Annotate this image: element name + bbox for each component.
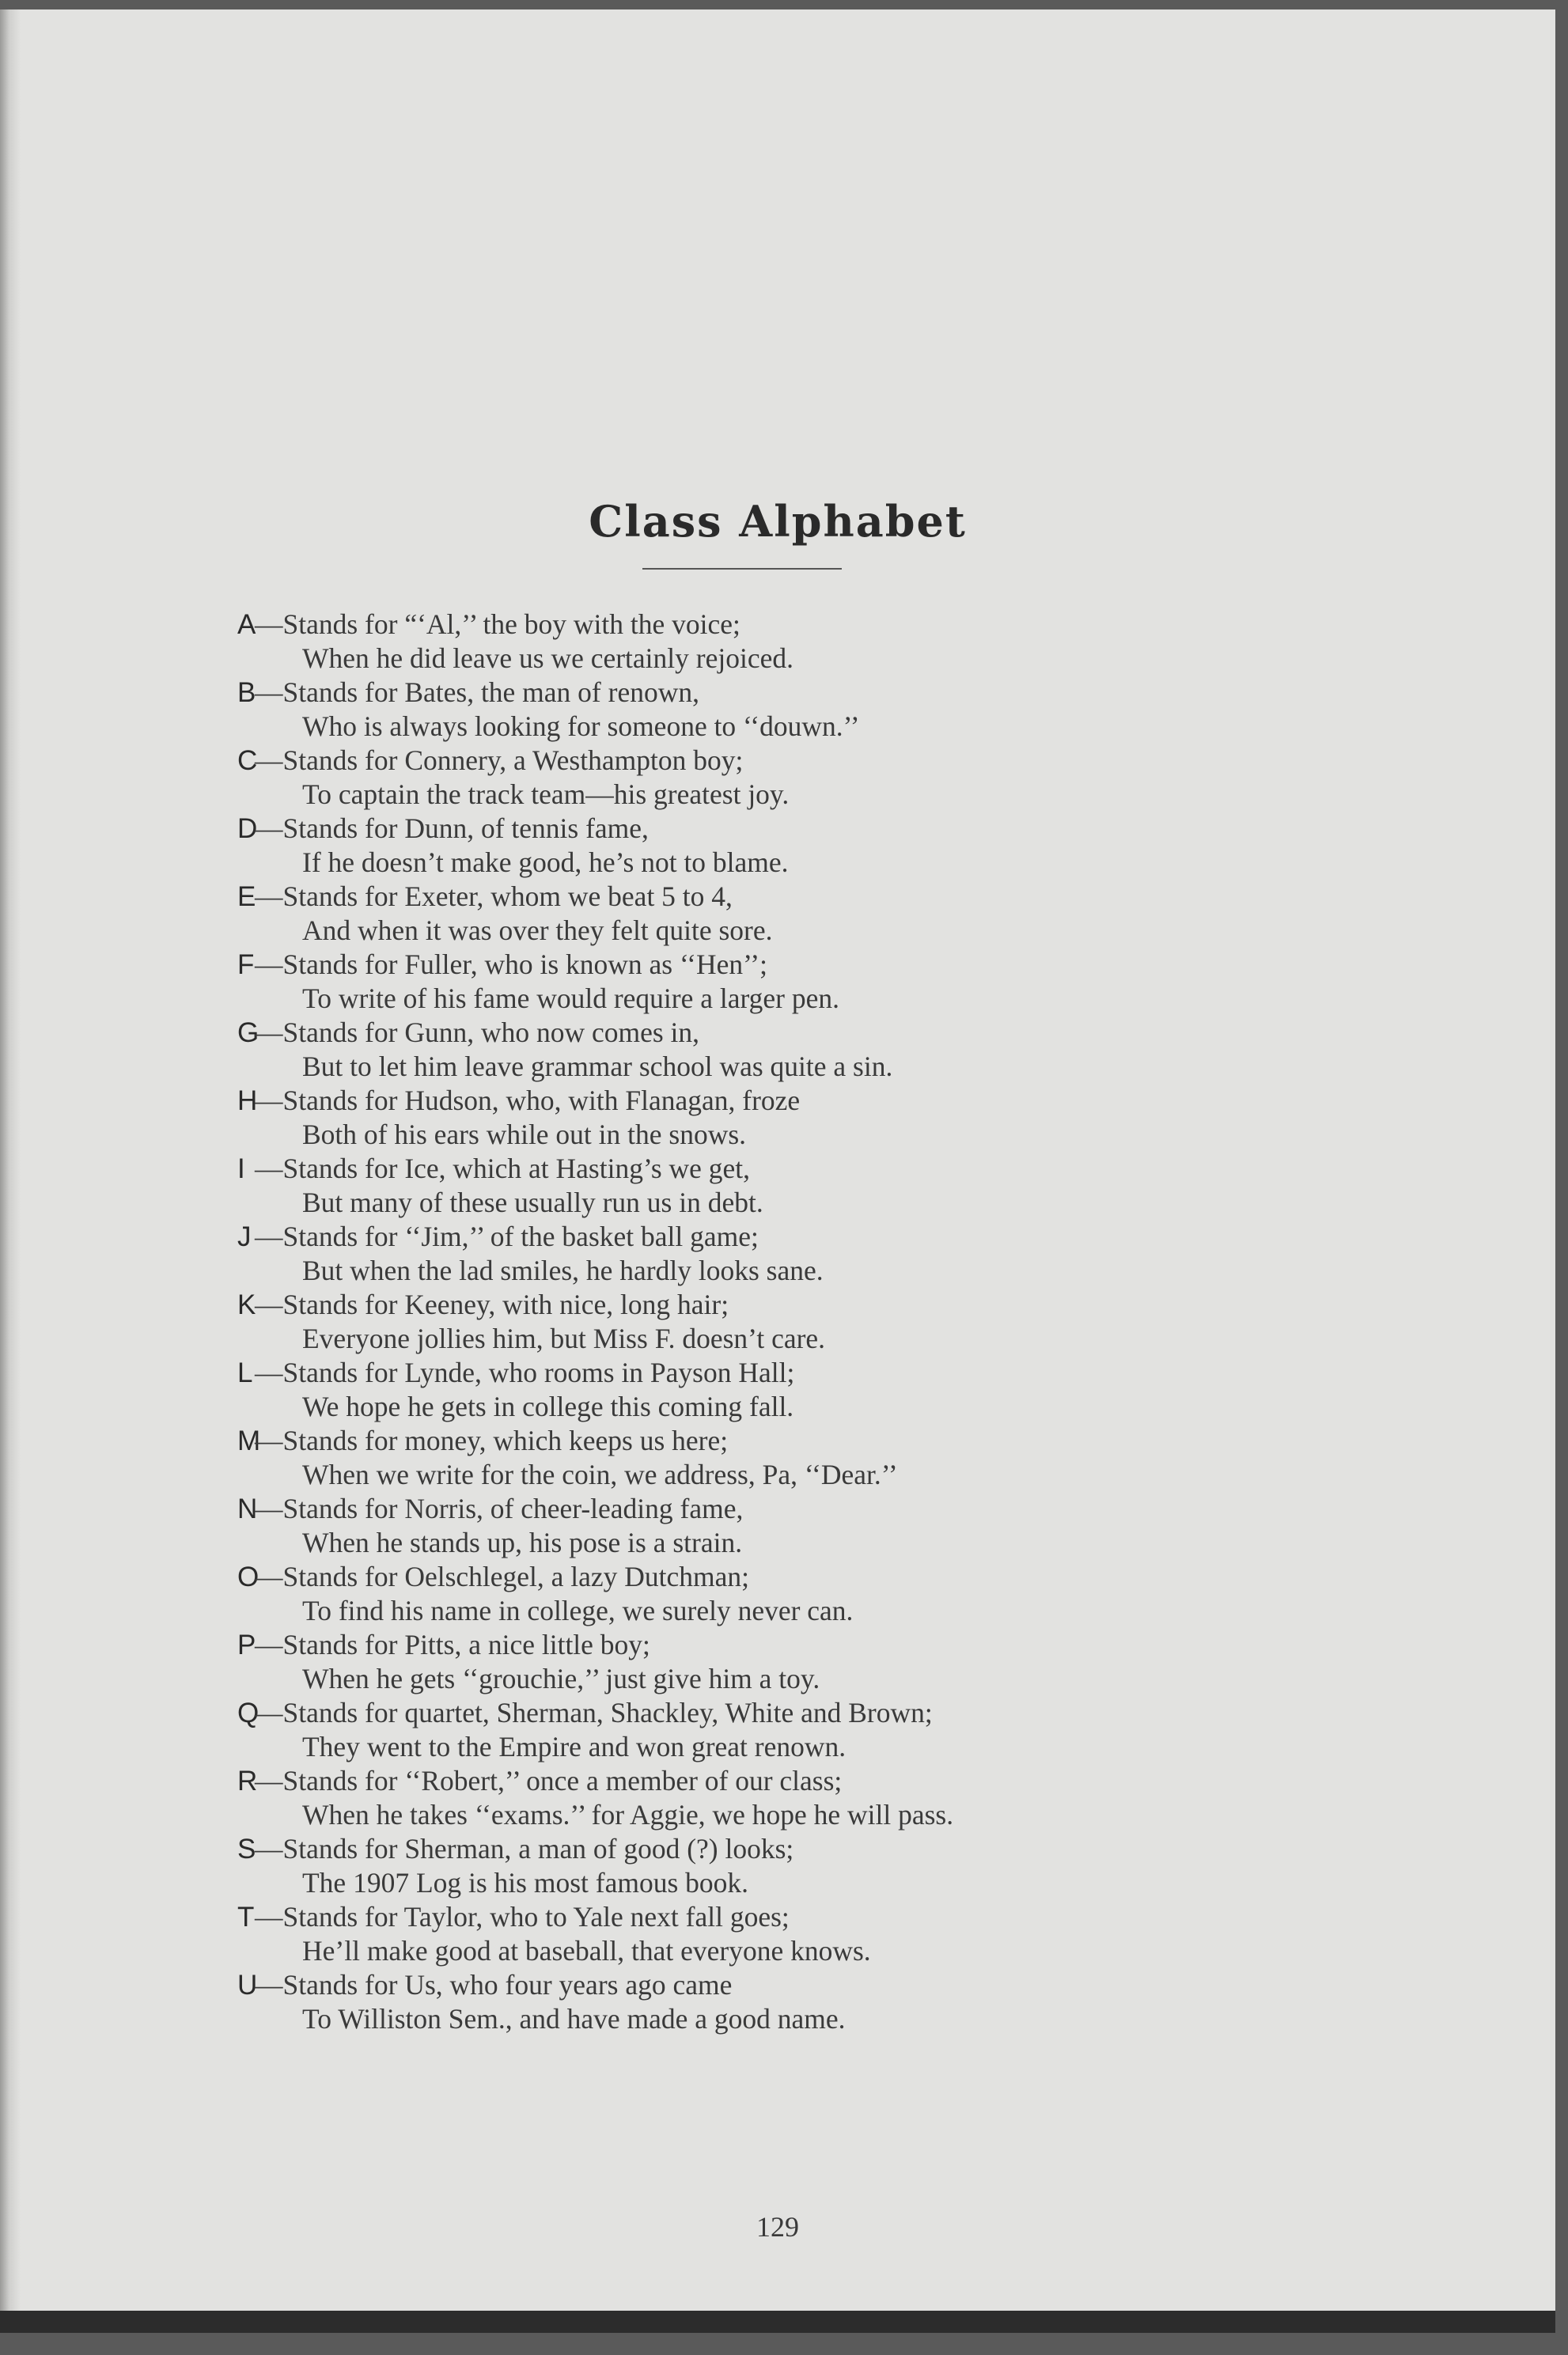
verse-letter: B	[237, 677, 256, 708]
verse-letter: F	[237, 949, 255, 980]
verse-line: —Stands for Dunn, of tennis fame,	[255, 812, 649, 844]
verse-entry	[237, 1424, 1266, 1492]
verse-line: —Stands for Keeney, with nice, long hair;	[255, 1289, 729, 1320]
verse-line: —Stands for “‘Al,’’ the boy with the voice;	[255, 608, 740, 640]
title-rule	[642, 568, 842, 570]
verse-line: —Stands for Taylor, who to Yale next fall goes;	[255, 1901, 790, 1933]
verse-entry	[237, 1560, 1266, 1628]
verse-line: When we write for the coin, we address, Pa, ‘‘Dear.’’	[302, 1459, 898, 1490]
verse-line: But to let him leave grammar school was quite a sin.	[302, 1051, 893, 1082]
verse-line: —Stands for Gunn, who now comes in,	[255, 1017, 700, 1048]
verse-line: —Stands for money, which keeps us here;	[255, 1425, 729, 1456]
verse-entry	[237, 1696, 1266, 1764]
verse-line: —Stands for Hudson, who, with Flanagan, froze	[255, 1085, 801, 1116]
verse-letter: S	[237, 1834, 256, 1865]
verse-line: —Stands for Ice, which at Hasting’s we get,	[255, 1153, 751, 1184]
verse-line: —Stands for Oelschlegel, a lazy Dutchman;	[255, 1561, 750, 1592]
verse-letter: T	[237, 1902, 255, 1933]
verse-line: When he gets ‘‘grouchie,’’ just give him a toy.	[302, 1663, 820, 1694]
verse-entry	[237, 1968, 1266, 2036]
verse-entry	[237, 744, 1266, 812]
verse-letter: R	[237, 1766, 258, 1797]
verse-letter: H	[237, 1085, 258, 1116]
verse-entry	[237, 1628, 1266, 1696]
verse-line: —Stands for Connery, a Westhampton boy;	[255, 744, 744, 776]
verse-entry	[237, 1220, 1266, 1288]
verse-entry	[237, 608, 1266, 676]
verse-line: Who is always looking for someone to ‘‘douwn.’’	[302, 710, 860, 742]
verse-entry	[237, 880, 1266, 948]
verse-entry	[237, 1288, 1266, 1356]
verse-entry	[237, 676, 1266, 744]
verse-line: —Stands for Lynde, who rooms in Payson Hall;	[255, 1357, 795, 1388]
verse-entry	[237, 1356, 1266, 1424]
verse-letter: P	[237, 1630, 256, 1660]
verse-entry	[237, 1900, 1266, 1968]
verse-line: And when it was over they felt quite sore.	[302, 914, 773, 946]
alphabet-verse	[237, 608, 1266, 2036]
verse-letter: A	[237, 609, 256, 640]
verse-line: He’ll make good at baseball, that everyone knows.	[302, 1935, 871, 1967]
verse-line: Everyone jollies him, but Miss F. doesn’t care.	[302, 1323, 826, 1354]
verse-entry	[237, 1084, 1266, 1152]
page-number: 129	[756, 2211, 799, 2243]
verse-letter: J	[237, 1221, 252, 1252]
verse-line: —Stands for Fuller, who is known as ‘‘Hen’’;	[255, 948, 767, 980]
verse-line: —Stands for Bates, the man of renown,	[255, 676, 699, 708]
verse-letter: Q	[237, 1698, 259, 1728]
verse-letter: O	[237, 1562, 259, 1592]
verse-entry	[237, 1832, 1266, 1900]
verse-line: —Stands for ‘‘Jim,’’ of the basket ball game;	[255, 1221, 759, 1252]
verse-letter: M	[237, 1425, 261, 1456]
verse-letter: L	[237, 1357, 253, 1388]
verse-line: Both of his ears while out in the snows.	[302, 1119, 747, 1150]
scan-bottom-edge	[0, 2311, 1555, 2333]
verse-line: We hope he gets in college this coming fall.	[302, 1391, 794, 1422]
verse-letter: D	[237, 813, 258, 844]
verse-letter: U	[237, 1970, 258, 2001]
verse-line: —Stands for Pitts, a nice little boy;	[255, 1629, 650, 1660]
verse-line: To write of his fame would require a larger pen.	[302, 983, 840, 1014]
verse-line: They went to the Empire and won great renown.	[302, 1731, 846, 1762]
verse-line: —Stands for quartet, Sherman, Shackley, White and Brown;	[255, 1697, 933, 1728]
verse-line: But when the lad smiles, he hardly looks sane.	[302, 1255, 824, 1286]
verse-line: To find his name in college, we surely never can.	[302, 1595, 854, 1626]
book-page	[0, 9, 1555, 2333]
verse-entry	[237, 1152, 1266, 1220]
verse-line: When he takes ‘‘exams.’’ for Aggie, we hope he will pass.	[302, 1799, 954, 1831]
verse-line: —Stands for Us, who four years ago came	[255, 1969, 733, 2001]
verse-entry	[237, 812, 1266, 880]
binding-shadow	[0, 9, 21, 2333]
verse-letter: G	[237, 1017, 259, 1048]
verse-line: To captain the track team—his greatest joy.	[302, 778, 790, 810]
verse-entry	[237, 1492, 1266, 1560]
verse-letter: I	[237, 1153, 245, 1184]
verse-letter: E	[237, 881, 256, 912]
verse-line: To Williston Sem., and have made a good name.	[302, 2003, 846, 2035]
verse-entry	[237, 1764, 1266, 1832]
verse-line: But many of these usually run us in debt.	[302, 1187, 763, 1218]
verse-line: The 1907 Log is his most famous book.	[302, 1867, 749, 1899]
verse-line: —Stands for Sherman, a man of good (?) looks;	[255, 1833, 794, 1865]
verse-line: —Stands for Exeter, whom we beat 5 to 4,	[255, 880, 733, 912]
verse-letter: K	[237, 1289, 256, 1320]
verse-line: —Stands for ‘‘Robert,’’ once a member of our class;	[255, 1765, 843, 1797]
verse-line: When he did leave us we certainly rejoiced.	[302, 642, 793, 674]
page-title: Class Alphabet	[589, 496, 967, 547]
verse-letter: C	[237, 745, 258, 776]
verse-line: —Stands for Norris, of cheer-leading fame,	[255, 1493, 744, 1524]
verse-line: When he stands up, his pose is a strain.	[302, 1527, 743, 1558]
verse-entry	[237, 1016, 1266, 1084]
verse-entry	[237, 948, 1266, 1016]
verse-line: If he doesn’t make good, he’s not to blame.	[302, 846, 789, 878]
verse-letter: N	[237, 1494, 258, 1524]
